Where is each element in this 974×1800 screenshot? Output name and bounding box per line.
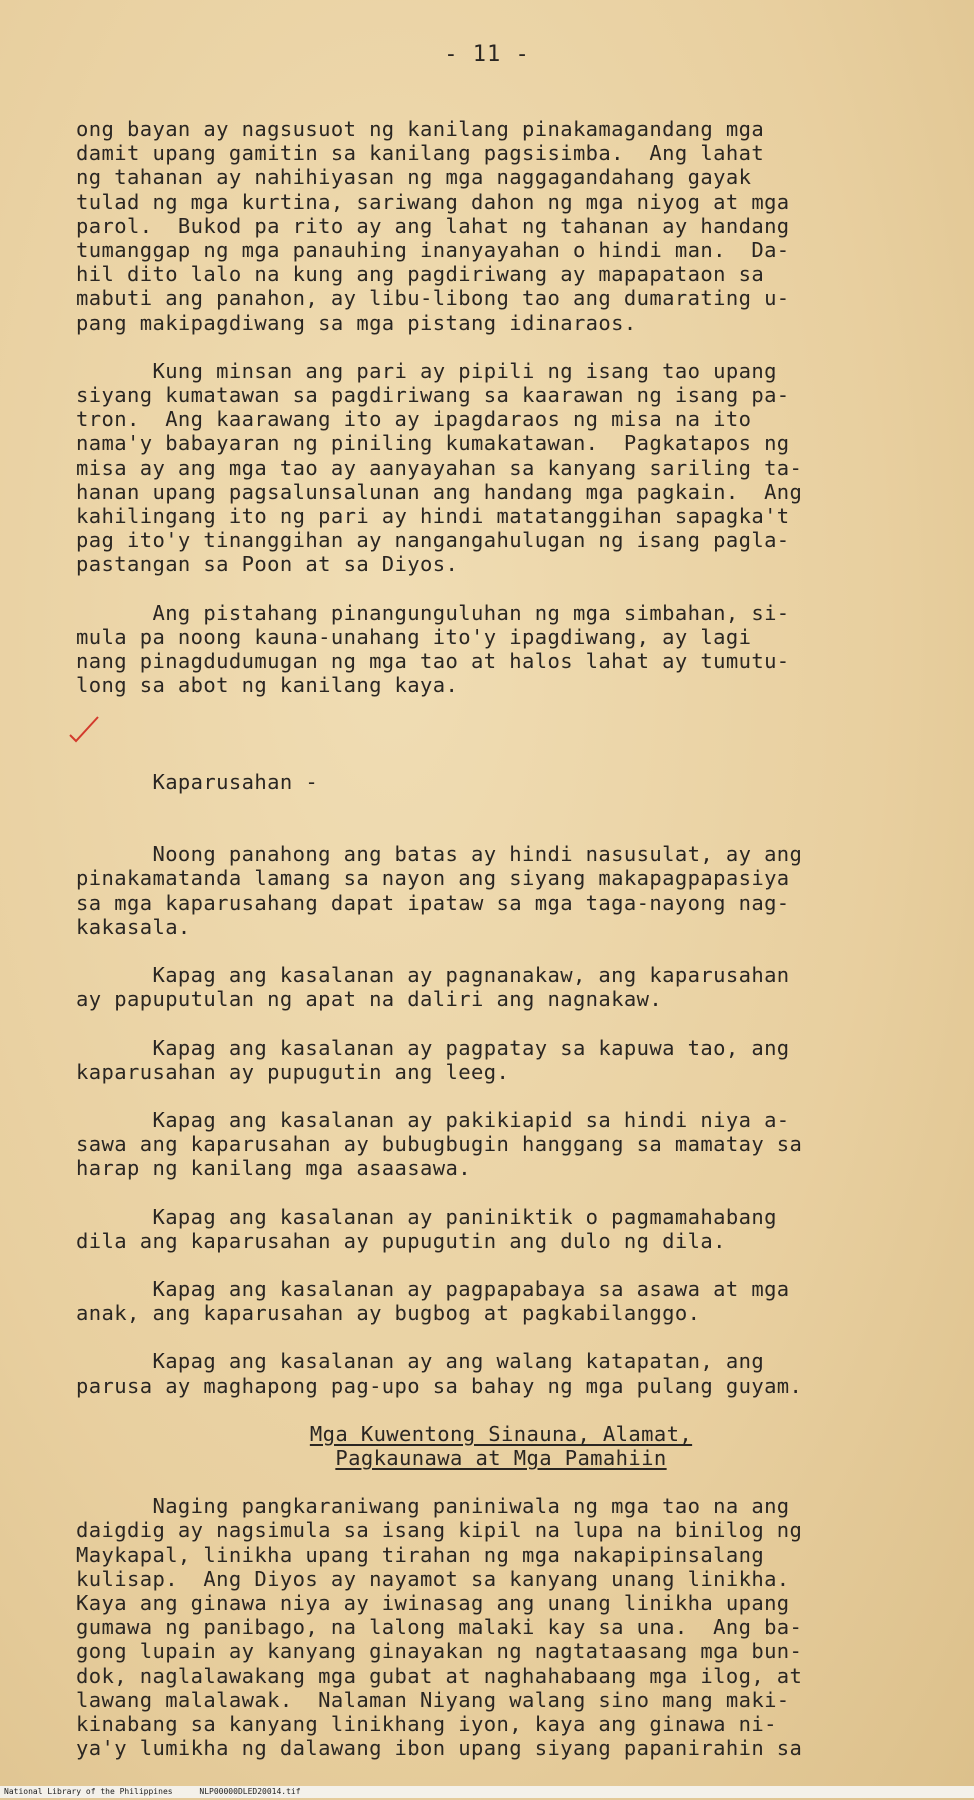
section-heading-line: Pagkaunawa at Mga Pamahiin <box>335 1445 667 1470</box>
paragraph: Kapag ang kasalanan ay paniniktik o pagmamahabang dila ang kaparusahan ay pupugutin ang dulo ng dila. <box>76 1204 777 1253</box>
page-number: - 11 - <box>444 42 530 67</box>
paragraph: Noong panahong ang batas ay hindi nasusulat, ay ang pinakamatanda lamang sa nayon ang siyang makapagpapasiya sa mga kaparusahang dapat ipataw sa mga taga-nayong nag- kakasala. <box>76 842 803 939</box>
footer-library: National Library of the Philippines <box>4 1787 173 1796</box>
paragraph: Kapag ang kasalanan ay pakikiapid sa hindi niya a- sawa ang kaparusahan ay bubugbugin hanggang sa mamatay sa harap ng kanilang mga asaasawa. <box>76 1107 803 1181</box>
paragraph: Kapag ang kasalanan ay pagpapabaya sa asawa at mga anak, ang kaparusahan ay bugbog at pagkabilanggo. <box>76 1276 790 1326</box>
footer-file: NLP00000DLED20014.tif <box>199 1787 301 1796</box>
section-heading <box>76 1422 926 1470</box>
paragraph: Kapag ang kasalanan ay ang walang katapatan, ang parusa ay maghapong pag-upo sa bahay ng mga pulang guyam. <box>76 1349 803 1398</box>
section-heading-line: Mga Kuwentong Sinauna, Alamat, <box>309 1421 693 1446</box>
red-check-mark-icon <box>68 713 100 745</box>
paragraph: Kapag ang kasalanan ay pagpatay sa kapuwa tao, ang kaparusahan ay pupugutin ang leeg. <box>76 1035 790 1084</box>
paragraph: ong bayan ay nagsusuot ng kanilang pinakamagandang mga damit upang gamitin sa kanilang pagsisimba. Ang lahat ng tahanan ay nahihiyasan ng mga naggagandahang gayak tulad ng mga kurtina, sariwang dahon ng mga niyog at mga parol. Bukod pa rito ay ang lahat ng tahanan ay handang tumanggap ng mga panauhing inanyayahan o hindi man. Da- hil dito lalo na kung ang pagdiriwang ay mapapataon sa mabuti ang panahon, ay libu-libong tao ang dumarating u- pang makipagdiwang sa mga pistang idinaraos. <box>76 117 790 335</box>
body-text <box>76 117 926 1784</box>
kaparusahan-heading-row <box>76 721 926 818</box>
paragraph: Kapag ang kasalanan ay pagnanakaw, ang kaparusahan ay papuputulan ng apat na daliri ang nagnakaw. <box>76 963 790 1012</box>
paragraph: Kung minsan ang pari ay pipili ng isang tao upang siyang kumatawan sa pagdiriwang sa kaarawan ng isang pa- tron. Ang kaarawang ito ay ipagdaraos ng misa na ito nama'y babayaran ng piniling kumakatawan. Pagkatapos ng misa ay ang mga tao ay aanyayahan sa kanyang sariling ta- hanan upang pagsalunsalunan ang handang mga pagkain. Ang kahilingang ito ng pari ay hindi matatanggihan sapagka't pag ito'y tinanggihan ay nangangahulugan ng isang pagla- pastangan sa Poon at sa Diyos. <box>76 358 803 577</box>
paragraph: Naging pangkaraniwang paniniwala ng mga tao na ang daigdig ay nagsimula sa isang kipil na lupa na binilog ng Maykapal, linikha upang tirahan ng mga nakapipinsalang kulisap. Ang Diyos ay nayamot sa kanyang unang linikha. Kaya ang ginawa niya ay iwinasag ang unang linikha upang gumawa ng panibago, na lalong malaki kay sa una. Ang ba- gong lupain ay kanyang ginayakan ng nagtataasang mga bun- dok, naglalawakang mga gubat at naghahabaang mga ilog, at lawang malalawak. Nalaman Niyang walang sino mang maki- kinabang sa kanyang linikhang iyon, kaya ang ginawa ni- ya'y lumikha ng dalawang ibon upang siyang papanirahin sa <box>76 1494 803 1761</box>
scan-footer <box>0 1786 974 1798</box>
kaparusahan-heading: Kaparusahan - <box>152 769 319 794</box>
paragraph: Ang pistahang pinangunguluhan ng mga simbahan, si- mula pa noong kauna-unahang ito'y ipagdiwang, ay lagi nang pinagdudumugan ng mga tao at halos lahat ay tumutu- long sa abot ng kanilang kaya. <box>76 600 790 698</box>
